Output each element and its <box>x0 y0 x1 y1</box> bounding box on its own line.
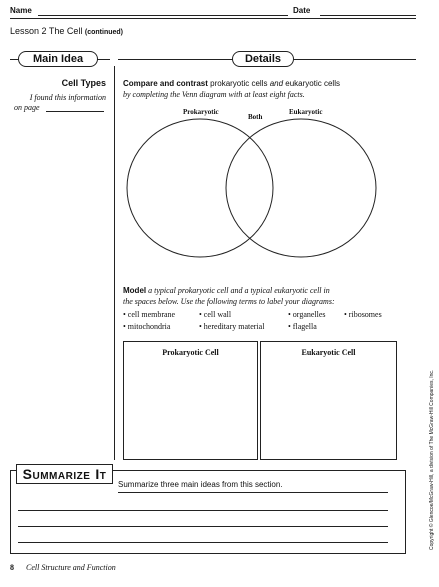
venn-diagram <box>118 104 418 274</box>
name-line[interactable] <box>38 15 288 16</box>
main-idea-header: Main Idea <box>18 51 98 67</box>
venn-instructions: Compare and contrast prokaryotic cells and eukaryotic cells by completing the Venn diagram with at least eight facts. <box>123 79 340 99</box>
term-item: • cell membrane <box>123 310 176 319</box>
term-item: • organelles <box>288 310 326 319</box>
summary-line-1[interactable] <box>118 492 388 493</box>
summary-line-4[interactable] <box>18 542 388 543</box>
term-item: • cell wall <box>199 310 232 319</box>
prokaryotic-cell-label: Prokaryotic Cell <box>162 348 219 357</box>
venn-label-eukaryotic: Eukaryotic <box>289 108 323 116</box>
terms-row-2 <box>123 322 317 331</box>
prokaryotic-cell-box[interactable] <box>123 341 258 460</box>
eukaryotic-cell-box[interactable] <box>260 341 397 460</box>
copyright-container <box>425 270 433 560</box>
lesson-title: Lesson 2 The Cell (continued) <box>10 26 124 36</box>
copyright-notice: Copyright © Glencoe/McGraw-Hill, a division of The McGraw-Hill Companies, Inc. <box>429 369 435 550</box>
summary-line-2[interactable] <box>18 510 388 511</box>
venn-label-prokaryotic: Prokaryotic <box>183 108 219 116</box>
venn-left-circle[interactable] <box>127 119 273 257</box>
venn-label-both: Both <box>248 113 263 121</box>
found-info-line1: I found this information <box>29 93 106 102</box>
details-header: Details <box>232 51 294 67</box>
model-instructions: Model a typical prokaryotic cell and a typical eukaryotic cell in the spaces below. Use the following terms to label your diagrams: <box>123 286 335 306</box>
column-divider <box>114 66 115 460</box>
summarize-title: SUMMARIZE IT <box>16 464 113 484</box>
venn-right-circle[interactable] <box>226 119 376 257</box>
eukaryotic-cell-label: Eukaryotic Cell <box>301 348 356 357</box>
header-divider <box>10 18 416 19</box>
found-info-line2: on page <box>14 103 40 112</box>
date-label: Date <box>293 6 311 15</box>
term-item: • ribosomes <box>344 310 382 319</box>
terms-row-1 <box>123 310 382 319</box>
cell-types-heading: Cell Types <box>61 78 106 88</box>
page-number: 8 <box>10 563 14 572</box>
date-line[interactable] <box>320 15 416 16</box>
page-number-line[interactable] <box>46 111 104 112</box>
name-label: Name <box>10 6 32 15</box>
term-item: • hereditary material <box>199 322 265 331</box>
book-title: Cell Structure and Function <box>26 563 116 572</box>
term-item: • flagella <box>288 322 317 331</box>
summarize-prompt: Summarize three main ideas from this section. <box>118 480 283 489</box>
term-item: • mitochondria <box>123 322 171 331</box>
summary-line-3[interactable] <box>18 526 388 527</box>
